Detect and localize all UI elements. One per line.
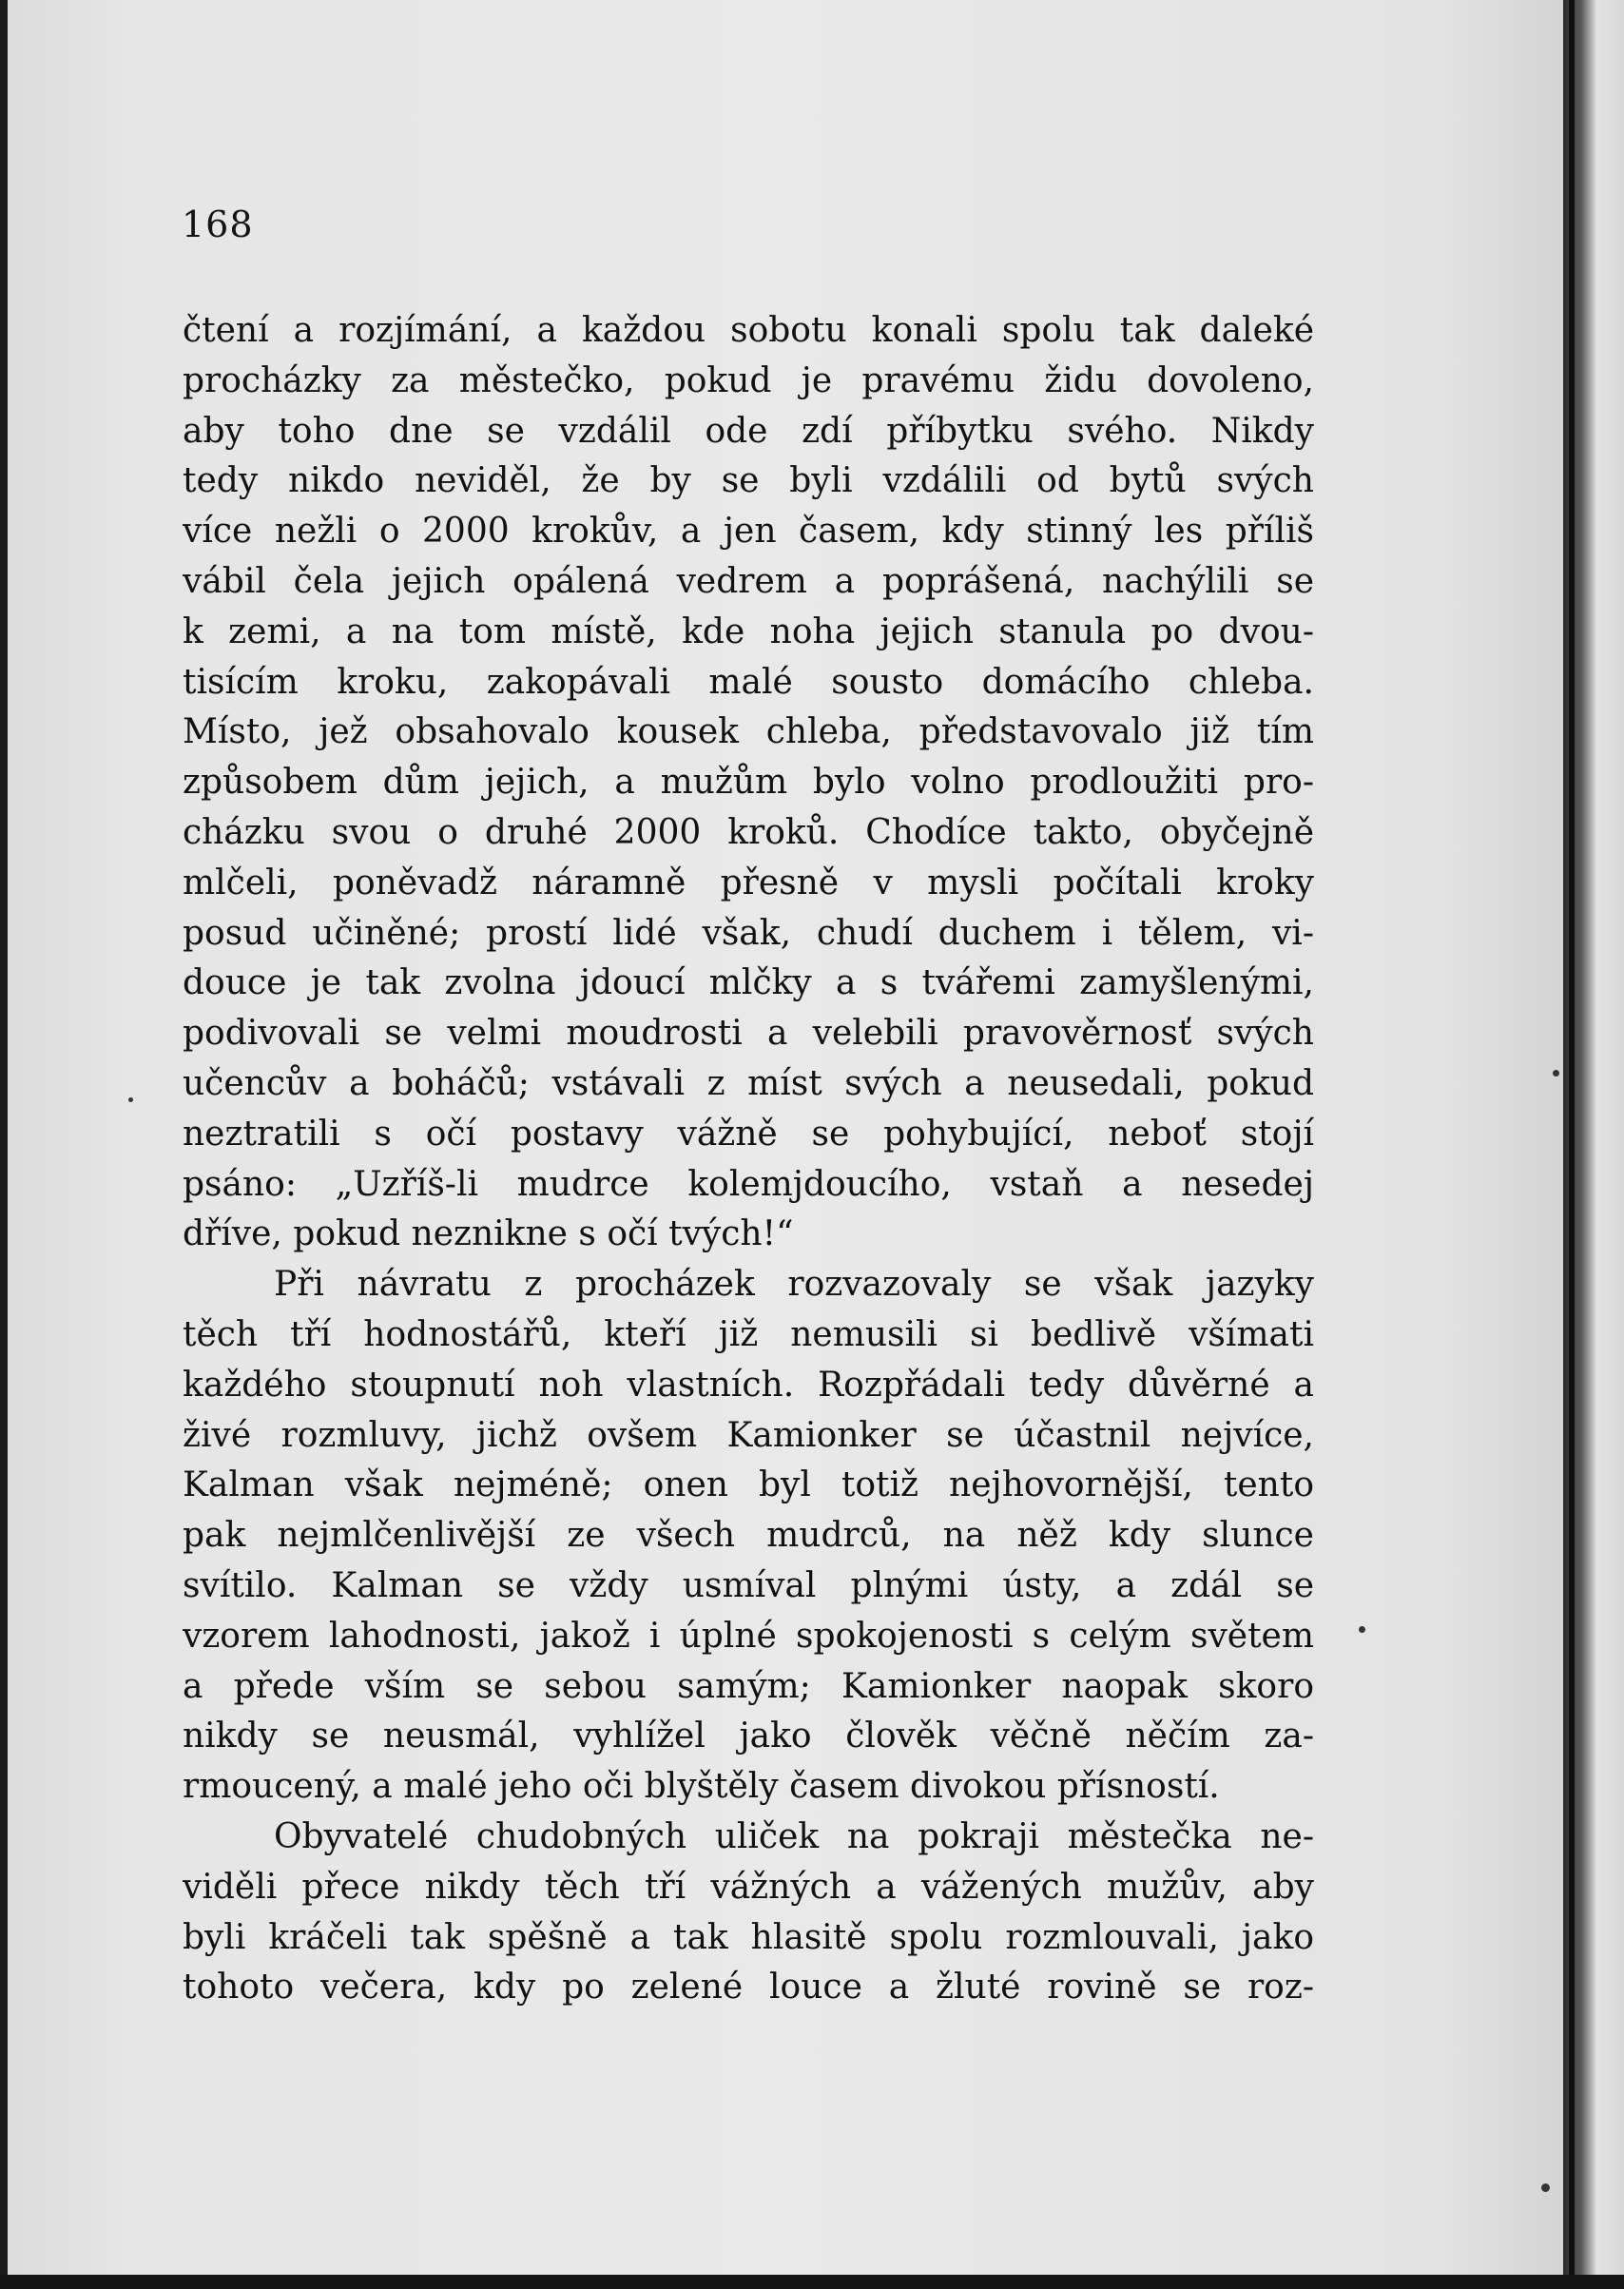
text-line: vábil čela jejich opálená vedrem a poprášená, nachýlili se: [183, 561, 1314, 601]
text-line: vzorem lahodnosti, jakož i úplné spokojenosti s celým světem: [183, 1616, 1314, 1656]
text-line: živé rozmluvy, jichž ovšem Kamionker se účastnil nejvíce,: [183, 1415, 1314, 1455]
text-line: Při návratu z procházek rozvazovaly se však jazyky: [274, 1265, 1314, 1305]
text-line: aby toho dne se vzdálil ode zdí příbytku svého. Nikdy: [183, 411, 1314, 451]
text-line: viděli přece nikdy těch tří vážných a vážených mužův, aby: [183, 1867, 1314, 1907]
paragraph-1: [183, 306, 1314, 1260]
text-line: čtení a rozjímání, a každou sobotu konali spolu tak daleké: [183, 311, 1314, 350]
text-line: k zemi, a na tom místě, kde noha jejich stanula po dvou-: [183, 611, 1314, 651]
text-line: učencův a boháčů; vstávali z míst svých a neusedali, pokud: [183, 1063, 1314, 1103]
paragraph-2: [183, 1260, 1314, 1813]
text-line: dříve, pokud neznikne s očí tvých!“: [183, 1214, 794, 1254]
text-line: nikdy se neusmál, vyhlížel jako člověk věčně něčím za-: [183, 1717, 1314, 1756]
page-edge-bottom: [0, 2275, 1624, 2289]
text-line: Kalman však nejméně; onen byl totiž nejhovornější, tento: [183, 1465, 1314, 1505]
text-line: Místo, jež obsahovalo kousek chleba, představovalo již tím: [183, 712, 1314, 752]
page-number: 168: [182, 204, 254, 245]
body-text: [183, 306, 1314, 2013]
text-line: douce je tak zvolna jdoucí mlčky a s tvářemi zamyšlenými,: [183, 963, 1314, 1003]
scan-speck: [1359, 1626, 1365, 1633]
text-line: každého stoupnutí noh vlastních. Rozpřádali tedy důvěrné a: [183, 1365, 1314, 1405]
text-line: podivovali se velmi moudrosti a velebili pravověrnosť svých: [183, 1014, 1314, 1054]
scan-speck: [1541, 2183, 1550, 2192]
text-line: procházky za městečko, pokud je pravému židu dovoleno,: [183, 360, 1314, 400]
text-line: tedy nikdo neviděl, že by se byli vzdálili od bytů svých: [183, 461, 1314, 501]
text-line: více nežli o 2000 krokův, a jen časem, kdy stinný les příliš: [183, 512, 1314, 552]
text-line: pak nejmlčenlivější ze všech mudrců, na něž kdy slunce: [183, 1516, 1314, 1556]
page-edge-shadow: [1569, 0, 1575, 2289]
text-line: způsobem dům jejich, a mužům bylo volno prodloužiti pro-: [183, 763, 1314, 803]
text-line: mlčeli, poněvadž náramně přesně v mysli počítali kroky: [183, 863, 1314, 902]
scan-speck: [128, 1097, 133, 1102]
paper-sheet: [8, 0, 1563, 2275]
text-line: neztratili s očí postavy vážně se pohybující, neboť stojí: [183, 1114, 1314, 1154]
text-line: svítilo. Kalman se vždy usmíval plnými ústy, a zdál se: [183, 1565, 1314, 1605]
text-line: posud učiněné; prostí lidé však, chudí duchem i tělem, vi-: [183, 913, 1314, 953]
text-line: byli kráčeli tak spěšně a tak hlasitě spolu rozmlouvali, jako: [183, 1917, 1314, 1957]
scan-speck: [1553, 1070, 1559, 1077]
text-line: cházku svou o druhé 2000 kroků. Chodíce takto, obyčejně: [183, 812, 1314, 852]
text-line: rmoucený, a malé jeho oči blyštěly časem divokou přísností.: [183, 1767, 1220, 1807]
text-line: Obyvatelé chudobných uliček na pokraji městečka ne-: [274, 1816, 1314, 1856]
text-line: a přede vším se sebou samým; Kamionker naopak skoro: [183, 1666, 1314, 1706]
text-line: tohoto večera, kdy po zelené louce a žluté rovině se roz-: [183, 1968, 1314, 2008]
text-line: psáno: „Uzříš-li mudrce kolemjdoucího, vstaň a nesedej: [183, 1164, 1314, 1204]
text-line: tisícím kroku, zakopávali malé sousto domácího chleba.: [183, 662, 1314, 702]
paragraph-3: [183, 1813, 1314, 2013]
text-line: těch tří hodnostářů, kteří již nemusili si bedlivě všímati: [183, 1314, 1314, 1354]
